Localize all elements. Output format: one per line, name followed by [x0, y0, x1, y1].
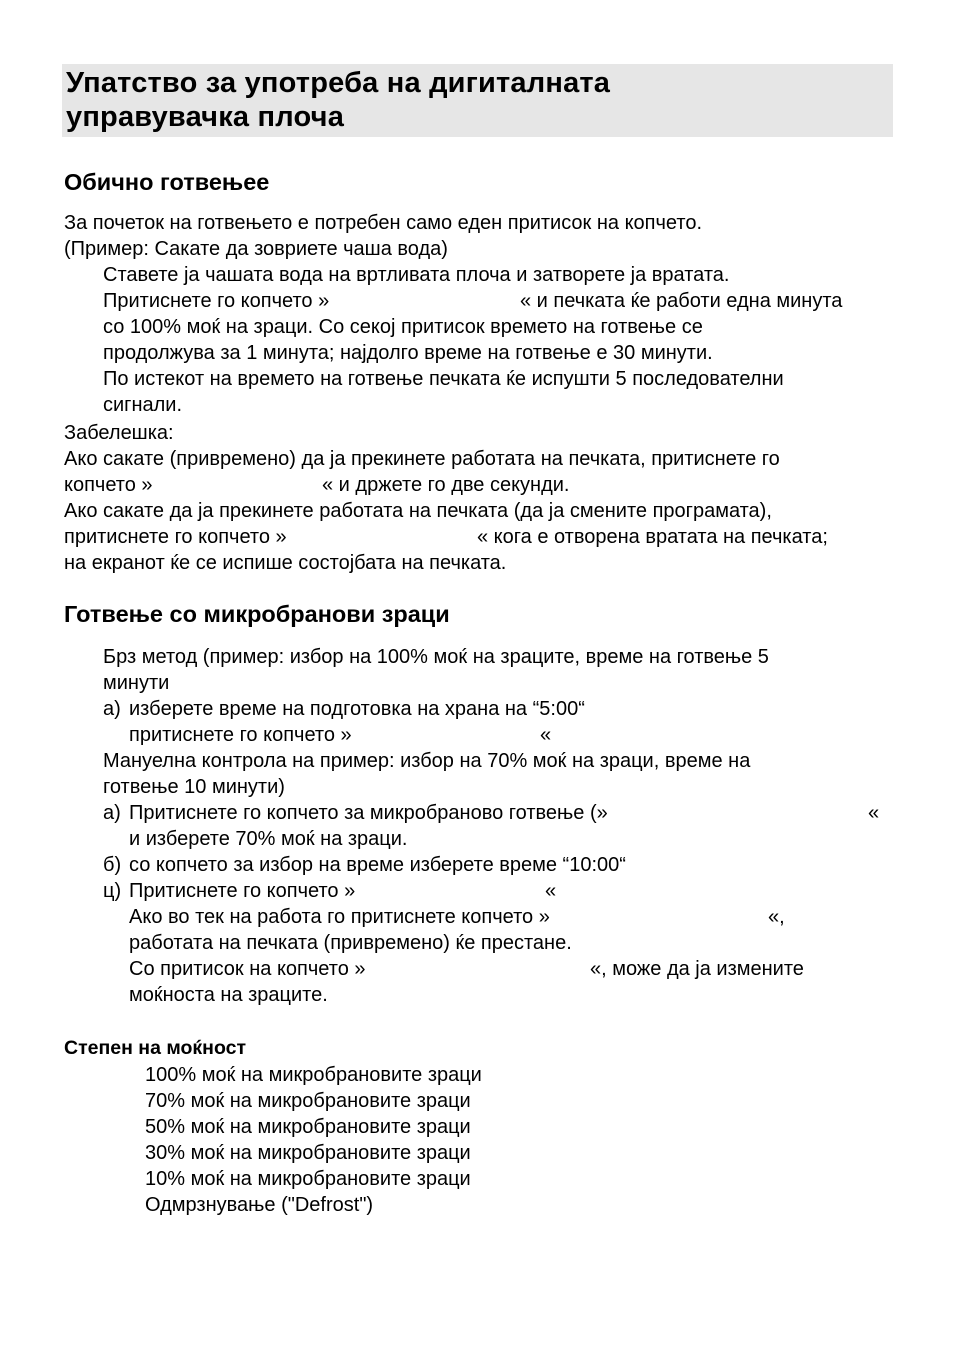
list-item: 70% моќ на микробрановите зраци [145, 1090, 471, 1112]
text-line: По истекот на времето на готвење печката ќе испушти 5 последователни [103, 368, 784, 390]
text-line: Ако сакате (привремено) да ја прекинете работата на печката, притиснете го [64, 448, 780, 470]
text-line: сигнали. [103, 394, 183, 416]
text-line: « [545, 880, 557, 902]
section-heading-microwave-cooking: Готвење со микробранови зраци [64, 601, 450, 627]
text-line: « [540, 724, 552, 746]
text-line: Брз метод (пример: избор на 100% моќ на зраците, време на готвење 5 [103, 646, 769, 668]
section-heading-ordinary-cooking: Обично готвењее [64, 169, 270, 195]
text-line: Мануелна контрола на пример: избор на 70% моќ на зраци, време на [103, 750, 751, 772]
section-heading-power-level: Степен на моќност [64, 1037, 247, 1059]
list-marker: б) [103, 854, 122, 876]
title-banner [62, 64, 893, 137]
text-line: (Пример: Сакате да зовриете чаша вода) [64, 238, 448, 260]
list-item: 50% моќ на микробрановите зраци [145, 1116, 471, 1138]
text-line: За почеток на готвењето е потребен само еден притисок на копчето. [64, 212, 703, 234]
text-line: избeрете време на подготовка на храна на “5:00“ [129, 698, 585, 720]
text-line: притиснете го копчето » [64, 526, 287, 548]
text-line: моќноста на зраците. [129, 984, 328, 1006]
text-line: « кога е отворена вратата на печката; [477, 526, 828, 548]
list-item: 30% моќ на микробрановите зраци [145, 1142, 471, 1164]
text-line: работата на печката (привремено) ќе престане. [129, 932, 572, 954]
text-line: Со притисок на копчето » [129, 958, 366, 980]
text-line: Ако сакате да ја прекинете работата на печката (да ја смените програмата), [64, 500, 772, 522]
text-line: на екранот ќе се испише состојбата на печката. [64, 552, 507, 574]
text-line: минути [103, 672, 170, 694]
list-marker: ц) [103, 880, 122, 902]
text-line: со копчето за избор на време изберете време “10:00“ [129, 854, 626, 876]
text-line: копчето » [64, 474, 153, 496]
text-line: продолжува за 1 минута; најдолго време на готвење е 30 минути. [103, 342, 713, 364]
text-line: Притиснете го копчето за микробраново готвење (» [129, 802, 608, 824]
text-line: Ако во тек на работа го притиснете копчето » [129, 906, 550, 928]
list-marker: а) [103, 802, 121, 824]
text-line: и изберете 70% моќ на зраци. [129, 828, 408, 850]
list-item: 100% моќ на микробрановите зраци [145, 1064, 482, 1086]
text-line: со 100% моќ на зраци. Со секој притисок времето на готвење се [103, 316, 703, 338]
note-label: Забелешка: [64, 422, 174, 444]
text-line: Ставете ја чашата вода на вртливата плоча и затворете ја вратата. [103, 264, 730, 286]
text-line: «, [768, 906, 785, 928]
text-line: Притиснете го копчето » [129, 880, 356, 902]
text-line: « и држете го две секунди. [322, 474, 570, 496]
list-item: 10% моќ на микробрановите зраци [145, 1168, 471, 1190]
text-line: Притиснете го копчето » [103, 290, 330, 312]
text-line: « [868, 802, 880, 824]
text-line: готвење 10 минути) [103, 776, 285, 798]
list-item: Одмрзнување ("Defrost") [145, 1194, 374, 1216]
list-marker: а) [103, 698, 121, 720]
text-line: притиснете го копчето » [129, 724, 352, 746]
text-line: « и печката ќе работи една минута [520, 290, 843, 312]
page-title: Упатство за употреба на дигиталната управувачка плоча [66, 67, 611, 133]
text-line: «, може да ја измените [590, 958, 804, 980]
